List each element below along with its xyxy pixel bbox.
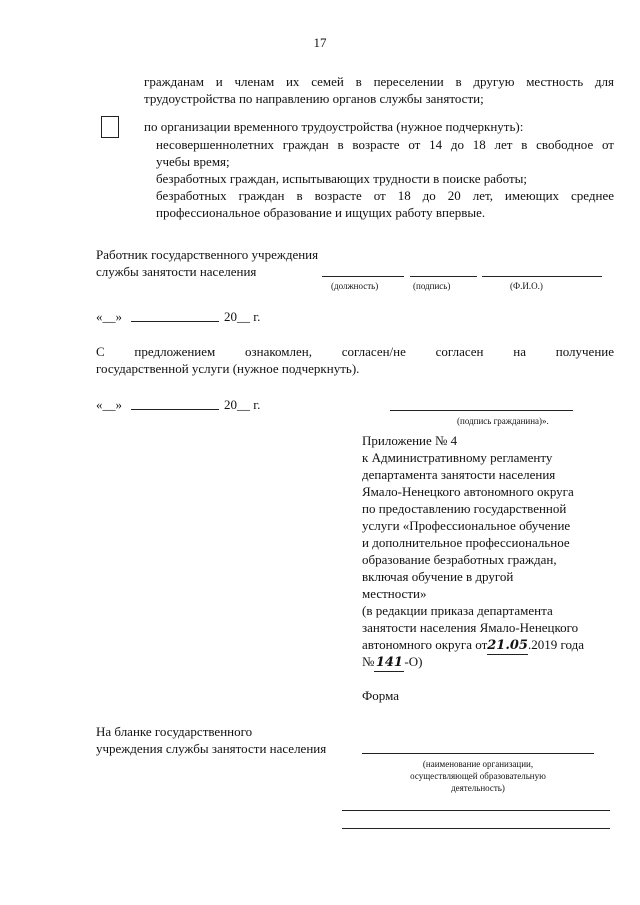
- name-line: [482, 276, 602, 277]
- para2-line3: учебы время;: [156, 154, 230, 169]
- appendix-line11: (в редакции приказа департамента: [362, 603, 553, 618]
- caption-position: (должность): [331, 281, 379, 291]
- para2-line5: безработных граждан в возрасте от 18 до 20 лет, имеющих среднее: [156, 188, 614, 203]
- blank-line-a: [342, 810, 610, 811]
- caption-signature: (подпись): [413, 281, 451, 291]
- worker-line1: Работник государственного учреждения: [96, 247, 319, 262]
- appendix-line2: к Административному регламенту: [362, 450, 553, 465]
- appendix-line5: по предоставлению государственной: [362, 501, 567, 516]
- citizen-signature-caption: (подпись гражданина)».: [457, 416, 549, 426]
- blank-caption2: осуществляющей образовательную: [410, 771, 546, 781]
- appendix-line1: Приложение № 4: [362, 433, 458, 448]
- appendix-line6: услуги «Профессиональное обучение: [362, 518, 571, 533]
- blank-line1: На бланке государственного: [96, 724, 253, 739]
- appendix-line4: Ямало-Ненецкого автономного округа: [362, 484, 574, 499]
- para1-line1: гражданам и членам их семей в переселении в другую местность для: [144, 74, 614, 89]
- position-line: [322, 276, 404, 277]
- appendix-line14-suffix: -О): [404, 654, 423, 669]
- para2-line2: несовершеннолетних граждан в возрасте от 14 до 18 лет в свободное от: [156, 137, 614, 152]
- signature-line: [410, 276, 477, 277]
- appendix-line14: [362, 653, 422, 672]
- handwritten-number: 141: [375, 655, 403, 670]
- appendix-line9: включая обучение в другой: [362, 569, 514, 584]
- date-quote: «__»: [96, 309, 122, 324]
- appendix-line10: местности»: [362, 586, 427, 601]
- date-year-2: 20__ г.: [224, 397, 261, 412]
- forma-label: Форма: [362, 688, 399, 703]
- date-month-line-2: [131, 409, 219, 410]
- organization-name-line: [362, 753, 594, 754]
- caption-name: (Ф.И.О.): [510, 281, 543, 291]
- para2-line1: по организации временного трудоустройства (нужное подчеркнуть):: [144, 119, 524, 134]
- blank-caption3: деятельность): [451, 783, 505, 793]
- appendix-line8: образование безработных граждан,: [362, 552, 557, 567]
- handwritten-date: 21.05: [487, 638, 528, 653]
- blank-line2: учреждения службы занятости населения: [96, 741, 327, 756]
- appendix-line3: департамента занятости населения: [362, 467, 556, 482]
- blank-line-b: [342, 828, 610, 829]
- checkbox[interactable]: [101, 116, 119, 138]
- appendix-line12: занятости населения Ямало-Ненецкого: [362, 620, 579, 635]
- citizen-signature-line: [390, 410, 573, 411]
- blank-caption1: (наименование организации,: [422, 759, 534, 769]
- date-year: 20__ г.: [224, 309, 261, 324]
- appendix-line13-suffix: .2019 года: [527, 637, 585, 652]
- consent-line2: государственной услуги (нужное подчеркнуть).: [96, 361, 360, 376]
- page-number: 17: [313, 35, 327, 50]
- para2-line4: безработных граждан, испытывающих трудности в поиске работы;: [156, 171, 527, 186]
- consent-line1: С предложением ознакомлен, согласен/не согласен на получение: [96, 344, 614, 359]
- para1-line2: трудоустройства по направлению органов службы занятости;: [144, 91, 484, 106]
- para2-line6: профессиональное образование и ищущих работу впервые.: [156, 205, 486, 220]
- date-month-line: [131, 321, 219, 322]
- date-quote-2: «__»: [96, 397, 122, 412]
- worker-line2: службы занятости населения: [96, 264, 257, 279]
- appendix-line14-prefix: №: [362, 654, 375, 669]
- appendix-line7: и дополнительное профессиональное: [362, 535, 570, 550]
- appendix-line13-prefix: автономного округа от: [362, 637, 488, 652]
